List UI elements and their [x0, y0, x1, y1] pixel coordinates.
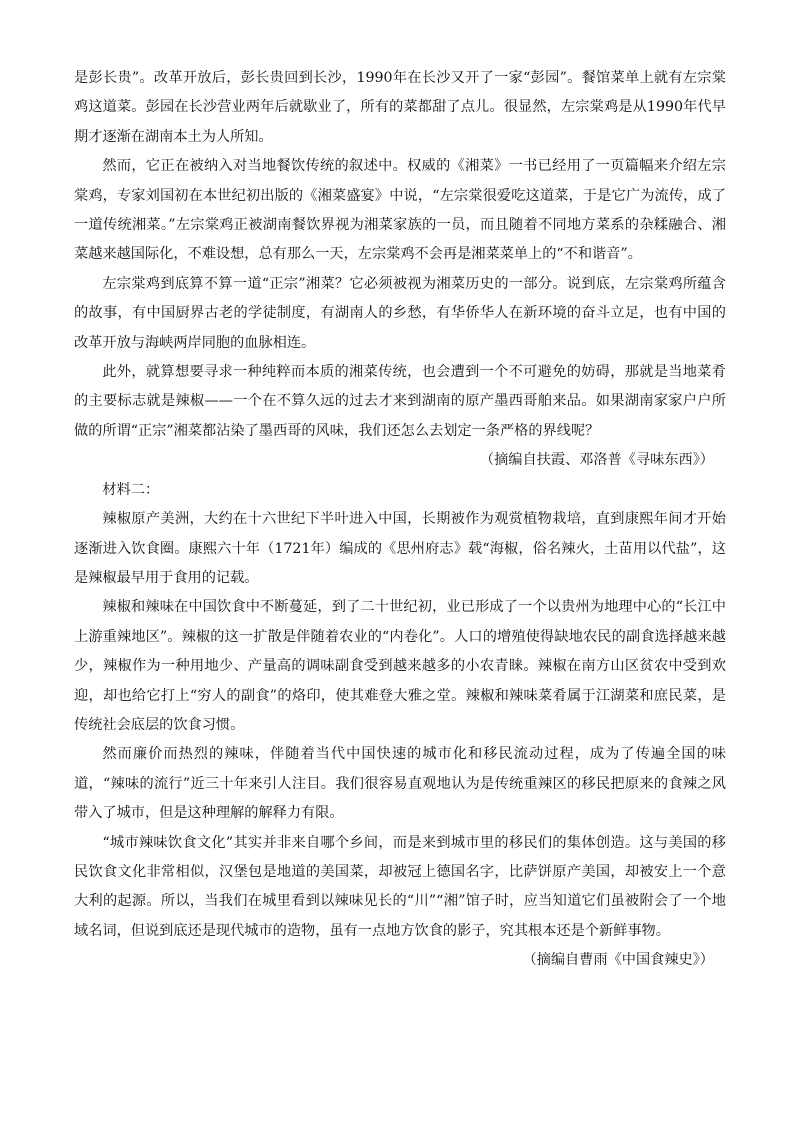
- section-label-material2: 材料二：: [102, 481, 160, 498]
- paragraph-material2-1: 辣椒原产美洲，大约在十六世纪下半叶进入中国，长期被作为观赏植物栽培，直到康熙年间才开始逐渐进入饮食圈。康熙六十年（1721年）编成的《思州府志》载“海椒，俗名辣火，土苗用以代盐”，这是辣椒最早用于食用的记载。: [74, 511, 726, 586]
- paragraph-material1-3: 左宗棠鸡到底算不算一道“正宗”湘菜？它必须被视为湘菜历史的一部分。说到底，左宗棠鸡所蕴含的故事，有中国厨界古老的学徒制度，有湖南人的乡愁，有华侨华人在新环境的奋斗立足，也有中国的改革开放与海峡两岸同胞的血脉相连。: [74, 275, 726, 351]
- paragraph-material1-1: 是彭长贵”。改革开放后，彭长贵回到长沙，1990年在长沙又开了一家“彭园”。餐馆菜单上就有左宗棠鸡这道菜。彭园在长沙营业两年后就歇业了，所有的菜都甜了点儿。很显然，左宗棠鸡是从1990年代早期才逐渐在湖南本土为人所知。: [74, 70, 726, 145]
- paragraph-material1-2: 然而，它正在被纳入对当地餐饮传统的叙述中。权威的《湘菜》一书已经用了一页篇幅来介绍左宗棠鸡，专家刘国初在本世纪初出版的《湘菜盛宴》中说，“左宗棠很爱吃这道菜，于是它广为流传，成了一道传统湘菜。”左宗棠鸡正被湖南餐饮界视为湘菜家族的一员，而且随着不同地方菜系的杂糅融合、湘菜越来越国际化，不难设想，总有那么一天，左宗棠鸡不会再是湘菜菜单上的“不和谐音”。: [74, 158, 726, 263]
- source-citation-2: （摘编自曹雨《中国食辣史》）: [522, 952, 714, 969]
- paragraph-material2-3: 然而廉价而热烈的辣味，伴随着当代中国快速的城市化和移民流动过程，成为了传遍全国的味道，“辣味的流行”近三十年来引人注目。我们很容易直观地认为是传统重辣区的移民把原来的食辣之风带入了城市，但是这种理解的解释力有限。: [74, 746, 726, 822]
- document-page: [74, 64, 726, 976]
- paragraph-material1-4: 此外，就算想要寻求一种纯粹而本质的湘菜传统，也会遭到一个不可避免的妨碍，那就是当地菜肴的主要标志就是辣椒——一个在不算久远的过去才来到湖南的原产墨西哥舶来品。如果湖南家家户户所做的所谓“正宗”湘菜都沾染了墨西哥的风味，我们还怎么去划定一条严格的界线呢？: [74, 364, 726, 439]
- paragraph-material2-4: “城市辣味饮食文化”其实并非来自哪个乡间，而是来到城市里的移民们的集体创造。这与美国的移民饮食文化非常相似，汉堡包是地道的美国菜，却被冠上德国名字，比萨饼原产美国，却被安上一个意大利的起源。所以，当我们在城里看到以辣味见长的“川”“湘”馆子时，应当知道它们虽被附会了一个地域名词，但说到底还是现代城市的造物，虽有一点地方饮食的影子，究其根本还是个新鲜事物。: [74, 834, 726, 939]
- paragraph-material2-2: 辣椒和辣味在中国饮食中不断蔓延，到了二十世纪初，业已形成了一个以贵州为地理中心的“长江中上游重辣地区”。辣椒的这一扩散是伴随着农业的“内卷化”。人口的增殖使得缺地农民的副食选择越来越少，辣椒作为一种用地少、产量高的调味副食受到越来越多的小农青睐。辣椒在南方山区贫农中受到欢迎，却也给它打上“穷人的副食”的烙印，使其难登大雅之堂。辣椒和辣味菜肴属于江湖菜和庶民菜，是传统社会底层的饮食习惯。: [74, 599, 726, 733]
- source-citation-1: （摘编自扶霞、邓洛普《寻味东西》）: [479, 452, 714, 469]
